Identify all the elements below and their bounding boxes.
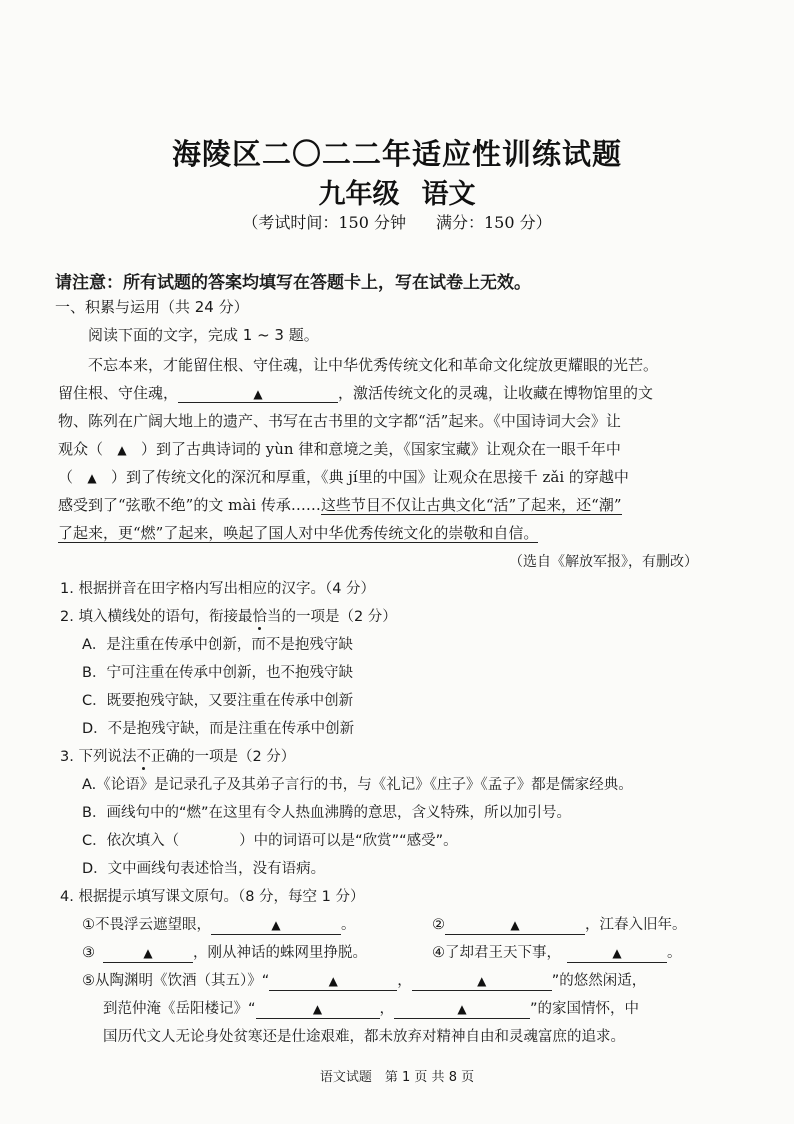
q3-option-d: D．文中画线句表述恰当，没有语病。 (82, 861, 326, 877)
full-score: 满分：150 分） (436, 213, 552, 232)
exam-title: 海陵区二〇二二年适应性训练试题 (171, 137, 622, 171)
passage-line-3: 物、陈列在广阔大地上的遗产、书写在古书里的文字都“活”起来。《中国诗词大会》让 (58, 412, 621, 430)
triangle-marker-icon: ▲ (271, 918, 281, 932)
page-footer: 语文试题 第 1 页 共 8 页 (319, 1070, 475, 1085)
question-1: 1. 根据拼音在田字格内写出相应的汉字。（4 分） (60, 581, 376, 597)
exam-info (0, 210, 794, 233)
section-instruction: 阅读下面的文字，完成 1 ~ 3 题。 (88, 326, 319, 344)
answer-blank (445, 916, 585, 935)
grade-label: 九年级 (318, 179, 400, 210)
q4-item-5: ⑤从陶渊明《饮酒（其五）》“ ▲ ， ▲ ”的悠然闲适， (82, 973, 647, 989)
q3-option-b: B．画线句中的“燃”在这里有令人热血沸腾的意思，含义特殊，所以加引号。 (82, 805, 571, 821)
underlined-sentence: 这些节目不仅让古典文化“活”了起来，还“潮” (320, 496, 622, 514)
question-2: 2. 填入横线处的语句，衔接最恰当的一项是（2 分） (60, 609, 397, 625)
subject-label: 语文 (421, 179, 476, 210)
triangle-marker-icon: ▲ (312, 1002, 323, 1016)
emphasis-dot-char: 恰 (252, 609, 267, 625)
underlined-sentence: 了起来，更“燃”了起来，唤起了国人对中华优秀传统文化的崇敬和自信。 (58, 524, 539, 542)
answer-blank (412, 972, 552, 991)
q4-item-7: 国历代文人无论身处贫寒还是仕途艰难，都未放弃对精神自由和灵魂富庶的追求。 (103, 1029, 625, 1045)
answer-blank (178, 384, 338, 403)
q3-option-a: A.《论语》是记录孔子及其弟子言行的书，与《礼记》《庄子》《孟子》都是儒家经典。 (82, 777, 633, 793)
passage-line-6: 感受到了“弦歌不绝”的文 mài 传承……这些节目不仅让古典文化“活”了起来，还“潮” (58, 496, 622, 514)
passage-line-7 (58, 522, 538, 544)
answer-blank (103, 944, 193, 963)
q3-option-c: C．依次填入（ ）中的词语可以是“欣赏”“感受”。 (82, 833, 458, 849)
exam-subtitle (0, 172, 794, 211)
q4-item-2: ② ▲ ，江春入旧年。 (432, 917, 687, 933)
question-4: 4. 根据提示填写课文原句。（8 分，每空 1 分） (60, 889, 365, 905)
q2-option-d: D．不是抱残守缺，而是注重在传承中创新 (82, 721, 355, 737)
emphasis-dot-char: 不 (136, 749, 151, 765)
answer-blank (567, 944, 667, 963)
triangle-marker-icon: ▲ (117, 443, 127, 457)
q4-item-4: ④了却君王天下事， ▲ 。 (432, 945, 682, 961)
q2-option-b: B．宁可注重在传承中创新，也不抱残守缺 (82, 665, 353, 681)
triangle-marker-icon: ▲ (328, 974, 338, 988)
triangle-marker-icon: ▲ (612, 946, 622, 960)
triangle-marker-icon: ▲ (253, 387, 263, 401)
answer-blank (394, 1000, 530, 1019)
passage-source: （选自《解放军报》，有删改） (509, 554, 698, 570)
bracket-blank (103, 438, 141, 461)
triangle-marker-icon: ▲ (143, 946, 153, 960)
answer-blank (211, 916, 341, 935)
q4-item-1: ①不畏浮云遮望眼， ▲ 。 (82, 917, 356, 933)
question-3: 3. 下列说法不正确的一项是（2 分） (60, 749, 296, 765)
passage-line-4: 观众（ ▲ ）到了古典诗词的 yùn 律和意境之美，《国家宝藏》让观众在一眼千年中 (58, 438, 621, 461)
triangle-marker-icon: ▲ (457, 1002, 467, 1016)
answer-blank (269, 972, 397, 991)
q2-option-c: C．既要抱残守缺，又要注重在传承中创新 (82, 693, 354, 709)
passage-line-1: 不忘本来，才能留住根、守住魂，让中华优秀传统文化和革命文化绽放更耀眼的光芒。 (88, 356, 659, 374)
bracket-blank (73, 466, 111, 489)
triangle-marker-icon: ▲ (477, 974, 487, 988)
triangle-marker-icon: ▲ (87, 471, 97, 485)
q4-item-3: ③ ▲ ，刚从神话的蛛网里挣脱。 (82, 945, 367, 961)
exam-time: （考试时间：150 分钟 (242, 213, 406, 232)
q4-item-6: 到范仲淹《岳阳楼记》“ ▲ ， ▲ ”的家国情怀，中 (103, 1001, 640, 1017)
answer-blank (256, 1000, 380, 1019)
passage-line-2: 留住根、守住魂， ▲ ，激活传统文化的灵魂，让收藏在博物馆里的文 (58, 384, 654, 402)
passage-line-5: （ ▲ ）到了传统文化的深沉和厚重，《典 jí里的中国》让观众在思接千 zǎi 的穿越中 (58, 466, 629, 489)
section-heading: 一、积累与运用（共 24 分） (55, 298, 249, 316)
q2-option-a: A．是注重在传承中创新，而不是抱残守缺 (82, 637, 353, 653)
triangle-marker-icon: ▲ (510, 918, 520, 932)
notice: 请注意：所有试题的答案均填写在答题卡上，写在试卷上无效。 (55, 273, 531, 293)
